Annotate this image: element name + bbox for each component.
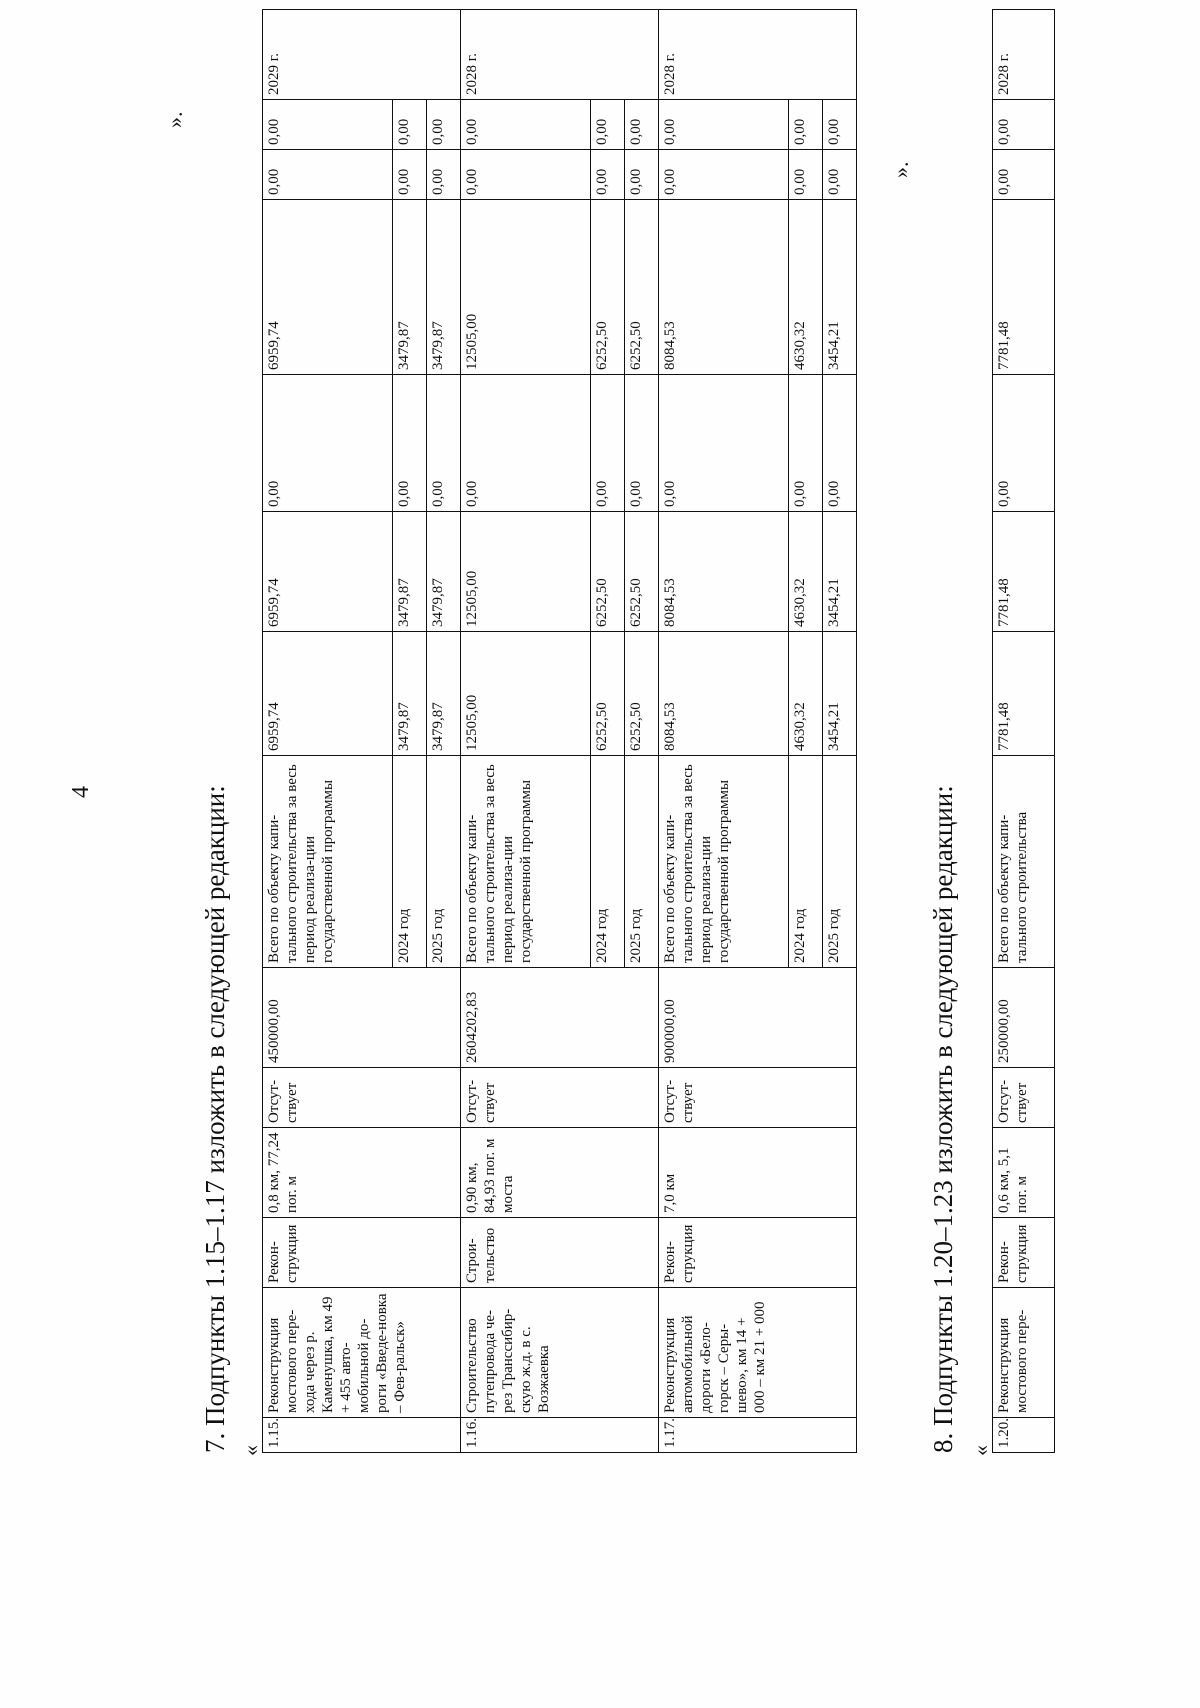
value-cell: 0,00 <box>625 375 659 512</box>
period-label: Всего по объекту капи-тального строительства за весь период реализа-ции государственной программы <box>263 756 393 968</box>
design-status: Отсут-ствует <box>263 1068 461 1128</box>
row-number: 1.15. <box>263 1418 461 1453</box>
completion-year: 2029 г. <box>263 10 393 100</box>
value-cell: 0,00 <box>393 150 427 200</box>
empty-cell <box>591 10 625 100</box>
table-row <box>993 10 1055 1453</box>
work-type: Рекон-струкция <box>993 1218 1055 1288</box>
completion-year: 2028 г. <box>461 10 591 100</box>
work-type: Строи-тельство <box>461 1218 659 1288</box>
value-cell: 6959,74 <box>263 512 393 632</box>
value-cell: 0,00 <box>263 100 393 150</box>
table-row <box>461 10 591 1453</box>
empty-cell <box>393 10 427 100</box>
value-cell: 0,00 <box>427 375 461 512</box>
section-8-table <box>992 9 1055 1453</box>
work-type: Рекон-струкция <box>263 1218 461 1288</box>
design-status: Отсут-ствует <box>659 1068 857 1128</box>
estimated-cost: 450000,00 <box>263 968 461 1068</box>
period-label: Всего по объекту капи-тального строительства <box>993 756 1055 968</box>
value-cell: 7781,48 <box>993 200 1055 375</box>
value-cell: 8084,53 <box>659 632 789 756</box>
value-cell: 3479,87 <box>427 632 461 756</box>
completion-year: 2028 г. <box>993 10 1055 100</box>
value-cell: 3479,87 <box>393 200 427 375</box>
object-name: Реконструкция мостового пере-хода через р. Каменушка, км 49 + 455 авто-мобильной до-роги «Введе-новка – Фев-ральск» <box>263 1288 461 1418</box>
empty-cell <box>625 10 659 100</box>
section-8-heading: 8. Подпункты 1.20–1.23 изложить в следующей редакции: <box>928 785 958 1453</box>
empty-cell <box>789 10 823 100</box>
row-number: 1.20. <box>993 1418 1055 1453</box>
value-cell: 6252,50 <box>625 632 659 756</box>
value-cell: 0,00 <box>823 375 857 512</box>
value-cell: 0,00 <box>461 150 591 200</box>
period-label: Всего по объекту капи-тального строительства за весь период реализа-ции государственной программы <box>659 756 789 968</box>
empty-cell <box>427 10 461 100</box>
value-cell: 0,00 <box>591 375 625 512</box>
table-row <box>659 10 789 1453</box>
period-label: 2025 год <box>427 756 461 968</box>
value-cell: 4630,32 <box>789 512 823 632</box>
value-cell: 12505,00 <box>461 632 591 756</box>
value-cell: 0,00 <box>393 375 427 512</box>
value-cell: 7781,48 <box>993 632 1055 756</box>
design-status: Отсут-ствует <box>993 1068 1055 1128</box>
value-cell: 0,00 <box>625 150 659 200</box>
value-cell: 12505,00 <box>461 200 591 375</box>
value-cell: 3454,21 <box>823 512 857 632</box>
capacity: 0,6 км, 5,1 пог. м <box>993 1128 1055 1218</box>
object-name: Строительство путепровода че-рез Транссибир-скую ж.д. в с. Возжаевка <box>461 1288 659 1418</box>
value-cell: 0,00 <box>461 375 591 512</box>
value-cell: 6252,50 <box>625 512 659 632</box>
capacity: 7,0 км <box>659 1128 857 1218</box>
value-cell: 0,00 <box>263 150 393 200</box>
value-cell: 3479,87 <box>427 512 461 632</box>
work-type: Рекон-струкция <box>659 1218 857 1288</box>
object-name: Реконструкция мостового пере- <box>993 1288 1055 1418</box>
value-cell: 0,00 <box>659 150 789 200</box>
value-cell: 6959,74 <box>263 200 393 375</box>
period-label: 2024 год <box>591 756 625 968</box>
page-number: 4 <box>68 786 94 798</box>
empty-cell <box>823 10 857 100</box>
value-cell: 3479,87 <box>427 200 461 375</box>
section-8-open-quote: « <box>968 1445 993 1456</box>
value-cell: 12505,00 <box>461 512 591 632</box>
period-label: 2024 год <box>789 756 823 968</box>
value-cell: 6252,50 <box>591 512 625 632</box>
value-cell: 0,00 <box>659 375 789 512</box>
value-cell: 3479,87 <box>393 512 427 632</box>
value-cell: 0,00 <box>427 100 461 150</box>
value-cell: 6252,50 <box>625 200 659 375</box>
value-cell: 0,00 <box>591 100 625 150</box>
value-cell: 0,00 <box>823 150 857 200</box>
completion-year: 2028 г. <box>659 10 789 100</box>
value-cell: 0,00 <box>393 100 427 150</box>
capacity: 0,8 км, 77,24 пог. м <box>263 1128 461 1218</box>
capacity: 0,90 км, 84,93 пог. м моста <box>461 1128 659 1218</box>
table-row <box>263 10 393 1453</box>
value-cell: 0,00 <box>263 375 393 512</box>
period-label: 2024 год <box>393 756 427 968</box>
row-number: 1.17. <box>659 1418 857 1453</box>
value-cell: 3454,21 <box>823 632 857 756</box>
value-cell: 8084,53 <box>659 200 789 375</box>
value-cell: 0,00 <box>789 150 823 200</box>
section-8-close-quote: ». <box>888 161 913 178</box>
period-label: Всего по объекту капи-тального строительства за весь период реализа-ции государственной программы <box>461 756 591 968</box>
value-cell: 0,00 <box>993 150 1055 200</box>
period-label: 2025 год <box>625 756 659 968</box>
value-cell: 8084,53 <box>659 512 789 632</box>
value-cell: 3479,87 <box>393 632 427 756</box>
value-cell: 0,00 <box>461 100 591 150</box>
value-cell: 6959,74 <box>263 632 393 756</box>
value-cell: 7781,48 <box>993 512 1055 632</box>
section-7-close-quote: ». <box>162 111 187 128</box>
value-cell: 0,00 <box>823 100 857 150</box>
value-cell: 3454,21 <box>823 200 857 375</box>
section-7-heading: 7. Подпункты 1.15–1.17 изложить в следующей редакции: <box>200 785 230 1453</box>
section-7-open-quote: « <box>238 1445 263 1456</box>
value-cell: 4630,32 <box>789 632 823 756</box>
estimated-cost: 2604202,83 <box>461 968 659 1068</box>
estimated-cost: 250000,00 <box>993 968 1055 1068</box>
row-number: 1.16. <box>461 1418 659 1453</box>
value-cell: 0,00 <box>789 100 823 150</box>
value-cell: 0,00 <box>591 150 625 200</box>
value-cell: 0,00 <box>427 150 461 200</box>
value-cell: 6252,50 <box>591 632 625 756</box>
value-cell: 0,00 <box>993 100 1055 150</box>
design-status: Отсут-ствует <box>461 1068 659 1128</box>
estimated-cost: 900000,00 <box>659 968 857 1068</box>
section-7-table <box>262 9 857 1453</box>
value-cell: 4630,32 <box>789 200 823 375</box>
value-cell: 0,00 <box>659 100 789 150</box>
value-cell: 0,00 <box>625 100 659 150</box>
value-cell: 0,00 <box>789 375 823 512</box>
period-label: 2025 год <box>823 756 857 968</box>
value-cell: 0,00 <box>993 375 1055 512</box>
value-cell: 6252,50 <box>591 200 625 375</box>
object-name: Реконструкция автомобильной дороги «Бело-горск – Серы-шево», км 14 + 000 – км 21 + 000 <box>659 1288 857 1418</box>
